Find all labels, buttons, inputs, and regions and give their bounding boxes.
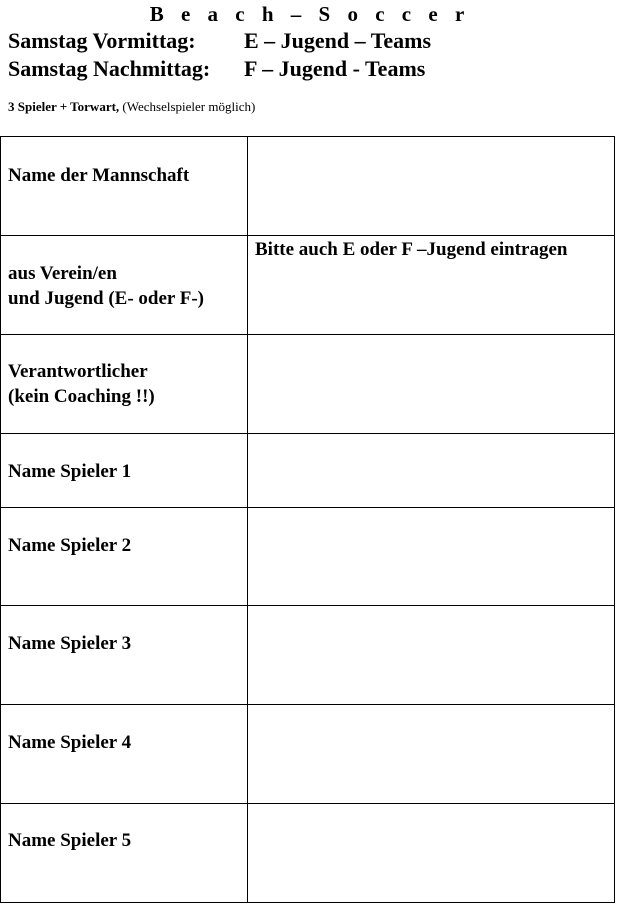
player-5-label-cell (1, 804, 248, 903)
responsible-field[interactable] (248, 335, 615, 434)
club-label-cell (1, 236, 248, 335)
saturday-afternoon-value: F – Jugend - Teams (244, 56, 426, 81)
team-name-label: Name der Mannschaft (8, 165, 190, 186)
saturday-afternoon-line (8, 56, 426, 82)
player-3-label-cell (1, 606, 248, 705)
team-name-field[interactable] (248, 137, 615, 236)
form-row-responsible (1, 335, 615, 434)
club-label-line1: aus Verein/en (8, 263, 117, 284)
form-row-team-name (1, 137, 615, 236)
player-4-field[interactable] (248, 705, 615, 804)
responsible-label-line1: Verantwortlicher (8, 361, 148, 382)
form-row-club (1, 236, 615, 335)
team-size-note-bold: 3 Spieler + Torwart, (8, 99, 120, 114)
player-5-label: Name Spieler 5 (8, 830, 132, 851)
player-2-field[interactable] (248, 508, 615, 606)
form-row-player-2 (1, 508, 615, 606)
player-1-field[interactable] (248, 434, 615, 508)
document-title: B e a c h – S o c c e r (149, 2, 471, 26)
player-5-field[interactable] (248, 804, 615, 903)
team-size-note (8, 99, 255, 115)
saturday-morning-line (8, 28, 432, 54)
form-row-player-1 (1, 434, 615, 508)
player-3-field[interactable] (248, 606, 615, 705)
player-3-label: Name Spieler 3 (8, 633, 132, 654)
club-field[interactable] (248, 236, 615, 335)
form-row-player-3 (1, 606, 615, 705)
form-row-player-5 (1, 804, 615, 903)
player-1-label: Name Spieler 1 (8, 461, 132, 482)
saturday-afternoon-label: Samstag Nachmittag: (8, 56, 211, 81)
club-field-hint: Bitte auch E oder F –Jugend eintragen (255, 239, 568, 260)
player-2-label: Name Spieler 2 (8, 535, 132, 556)
form-row-player-4 (1, 705, 615, 804)
saturday-morning-label: Samstag Vormittag: (8, 28, 196, 53)
saturday-morning-value: E – Jugend – Teams (244, 28, 432, 53)
player-4-label-cell (1, 705, 248, 804)
player-1-label-cell (1, 434, 248, 508)
club-label-line2: und Jugend (E- oder F-) (8, 288, 205, 309)
responsible-label-line2: (kein Coaching !!) (8, 386, 155, 407)
team-name-label-cell (1, 137, 248, 236)
registration-form-table (0, 136, 615, 903)
team-size-note-normal: (Wechselspieler möglich) (119, 99, 256, 114)
player-4-label: Name Spieler 4 (8, 732, 132, 753)
player-2-label-cell (1, 508, 248, 606)
responsible-label-cell (1, 335, 248, 434)
